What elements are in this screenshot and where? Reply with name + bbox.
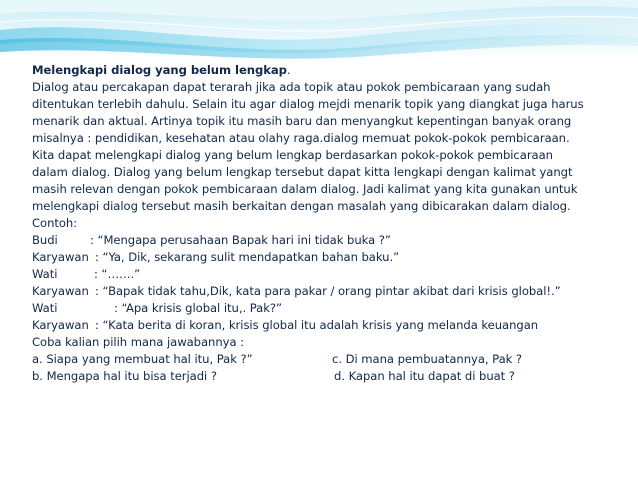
options-row bbox=[32, 368, 632, 385]
paragraph-line: melengkapi dialog tersebut masih berkaitan dengan masalah yang dibicarakan dalam dialog. bbox=[32, 199, 571, 213]
dialog-text: : “…….” bbox=[94, 267, 141, 281]
option-b: b. Mengapa hal itu bisa terjadi ? bbox=[32, 369, 217, 383]
dialog-line bbox=[32, 283, 632, 300]
dialog-speaker: Karyawan bbox=[32, 250, 89, 264]
dialog-line bbox=[32, 232, 632, 249]
dialog-line bbox=[32, 266, 632, 283]
slide-heading: Melengkapi dialog yang belum lengkap bbox=[32, 63, 287, 77]
paragraph-line: ditentukan terlebih dahulu. Selain itu agar dialog mejdi menarik topik yang diangkat juga harus bbox=[32, 97, 584, 111]
option-a: a. Siapa yang membuat hal itu, Pak ?” bbox=[32, 352, 253, 366]
dialog-text: : “Ya, Dik, sekarang sulit mendapatkan bahan baku.” bbox=[95, 250, 400, 264]
example-label: Contoh: bbox=[32, 216, 78, 230]
dialog-speaker: Budi bbox=[32, 233, 58, 247]
paragraph-line: Dialog atau percakapan dapat terarah jika ada topik atau pokok pembicaraan yang sudah bbox=[32, 80, 551, 94]
paragraph-line: masih relevan dengan pokok pembicaraan dalam dialog. Jadi kalimat yang kita gunakan untuk bbox=[32, 182, 578, 196]
dialog-line bbox=[32, 249, 632, 266]
paragraph-line: Kita dapat melengkapi dialog yang belum lengkap berdasarkan pokok-pokok pembicaraan bbox=[32, 148, 553, 162]
option-d: d. Kapan hal itu dapat di buat ? bbox=[334, 369, 515, 383]
dialog-line bbox=[32, 317, 632, 334]
answer-options bbox=[32, 351, 632, 385]
options-row bbox=[32, 351, 632, 368]
dialog-speaker: Wati bbox=[32, 301, 58, 315]
option-c: c. Di mana pembuatannya, Pak ? bbox=[332, 352, 523, 366]
heading-line bbox=[32, 62, 632, 79]
dialog-text: : “Kata berita di koran, krisis global itu adalah krisis yang melanda keuangan bbox=[95, 318, 539, 332]
question-prompt: Coba kalian pilih mana jawabannya : bbox=[32, 335, 245, 349]
decorative-wave-banner bbox=[0, 0, 638, 60]
heading-period: . bbox=[286, 63, 291, 77]
dialog-speaker: Karyawan bbox=[32, 284, 89, 298]
dialog-text: : “Apa krisis global itu,. Pak?” bbox=[114, 301, 282, 315]
paragraph-line: misalnya : pendidikan, kesehatan atau olahy raga.dialog memuat pokok-pokok pembicaraan. bbox=[32, 131, 570, 145]
dialog-text: : “Bapak tidak tahu,Dik, kata para pakar / orang pintar akibat dari krisis global!.” bbox=[95, 284, 561, 298]
paragraph-line: menarik dan aktual. Artinya topik itu masih baru dan menyangkut kepentingan banyak orang bbox=[32, 114, 572, 128]
slide-content bbox=[32, 62, 632, 385]
dialog-speaker: Wati bbox=[32, 267, 58, 281]
dialog-block bbox=[32, 232, 632, 334]
dialog-line bbox=[32, 300, 632, 317]
paragraph-line: dalam dialog. Dialog yang belum lengkap tersebut dapat kitta lengkapi dengan kalimat yangt bbox=[32, 165, 573, 179]
paragraph bbox=[32, 79, 632, 215]
dialog-text: : “Mengapa perusahaan Bapak hari ini tidak buka ?” bbox=[90, 233, 391, 247]
dialog-speaker: Karyawan bbox=[32, 318, 89, 332]
